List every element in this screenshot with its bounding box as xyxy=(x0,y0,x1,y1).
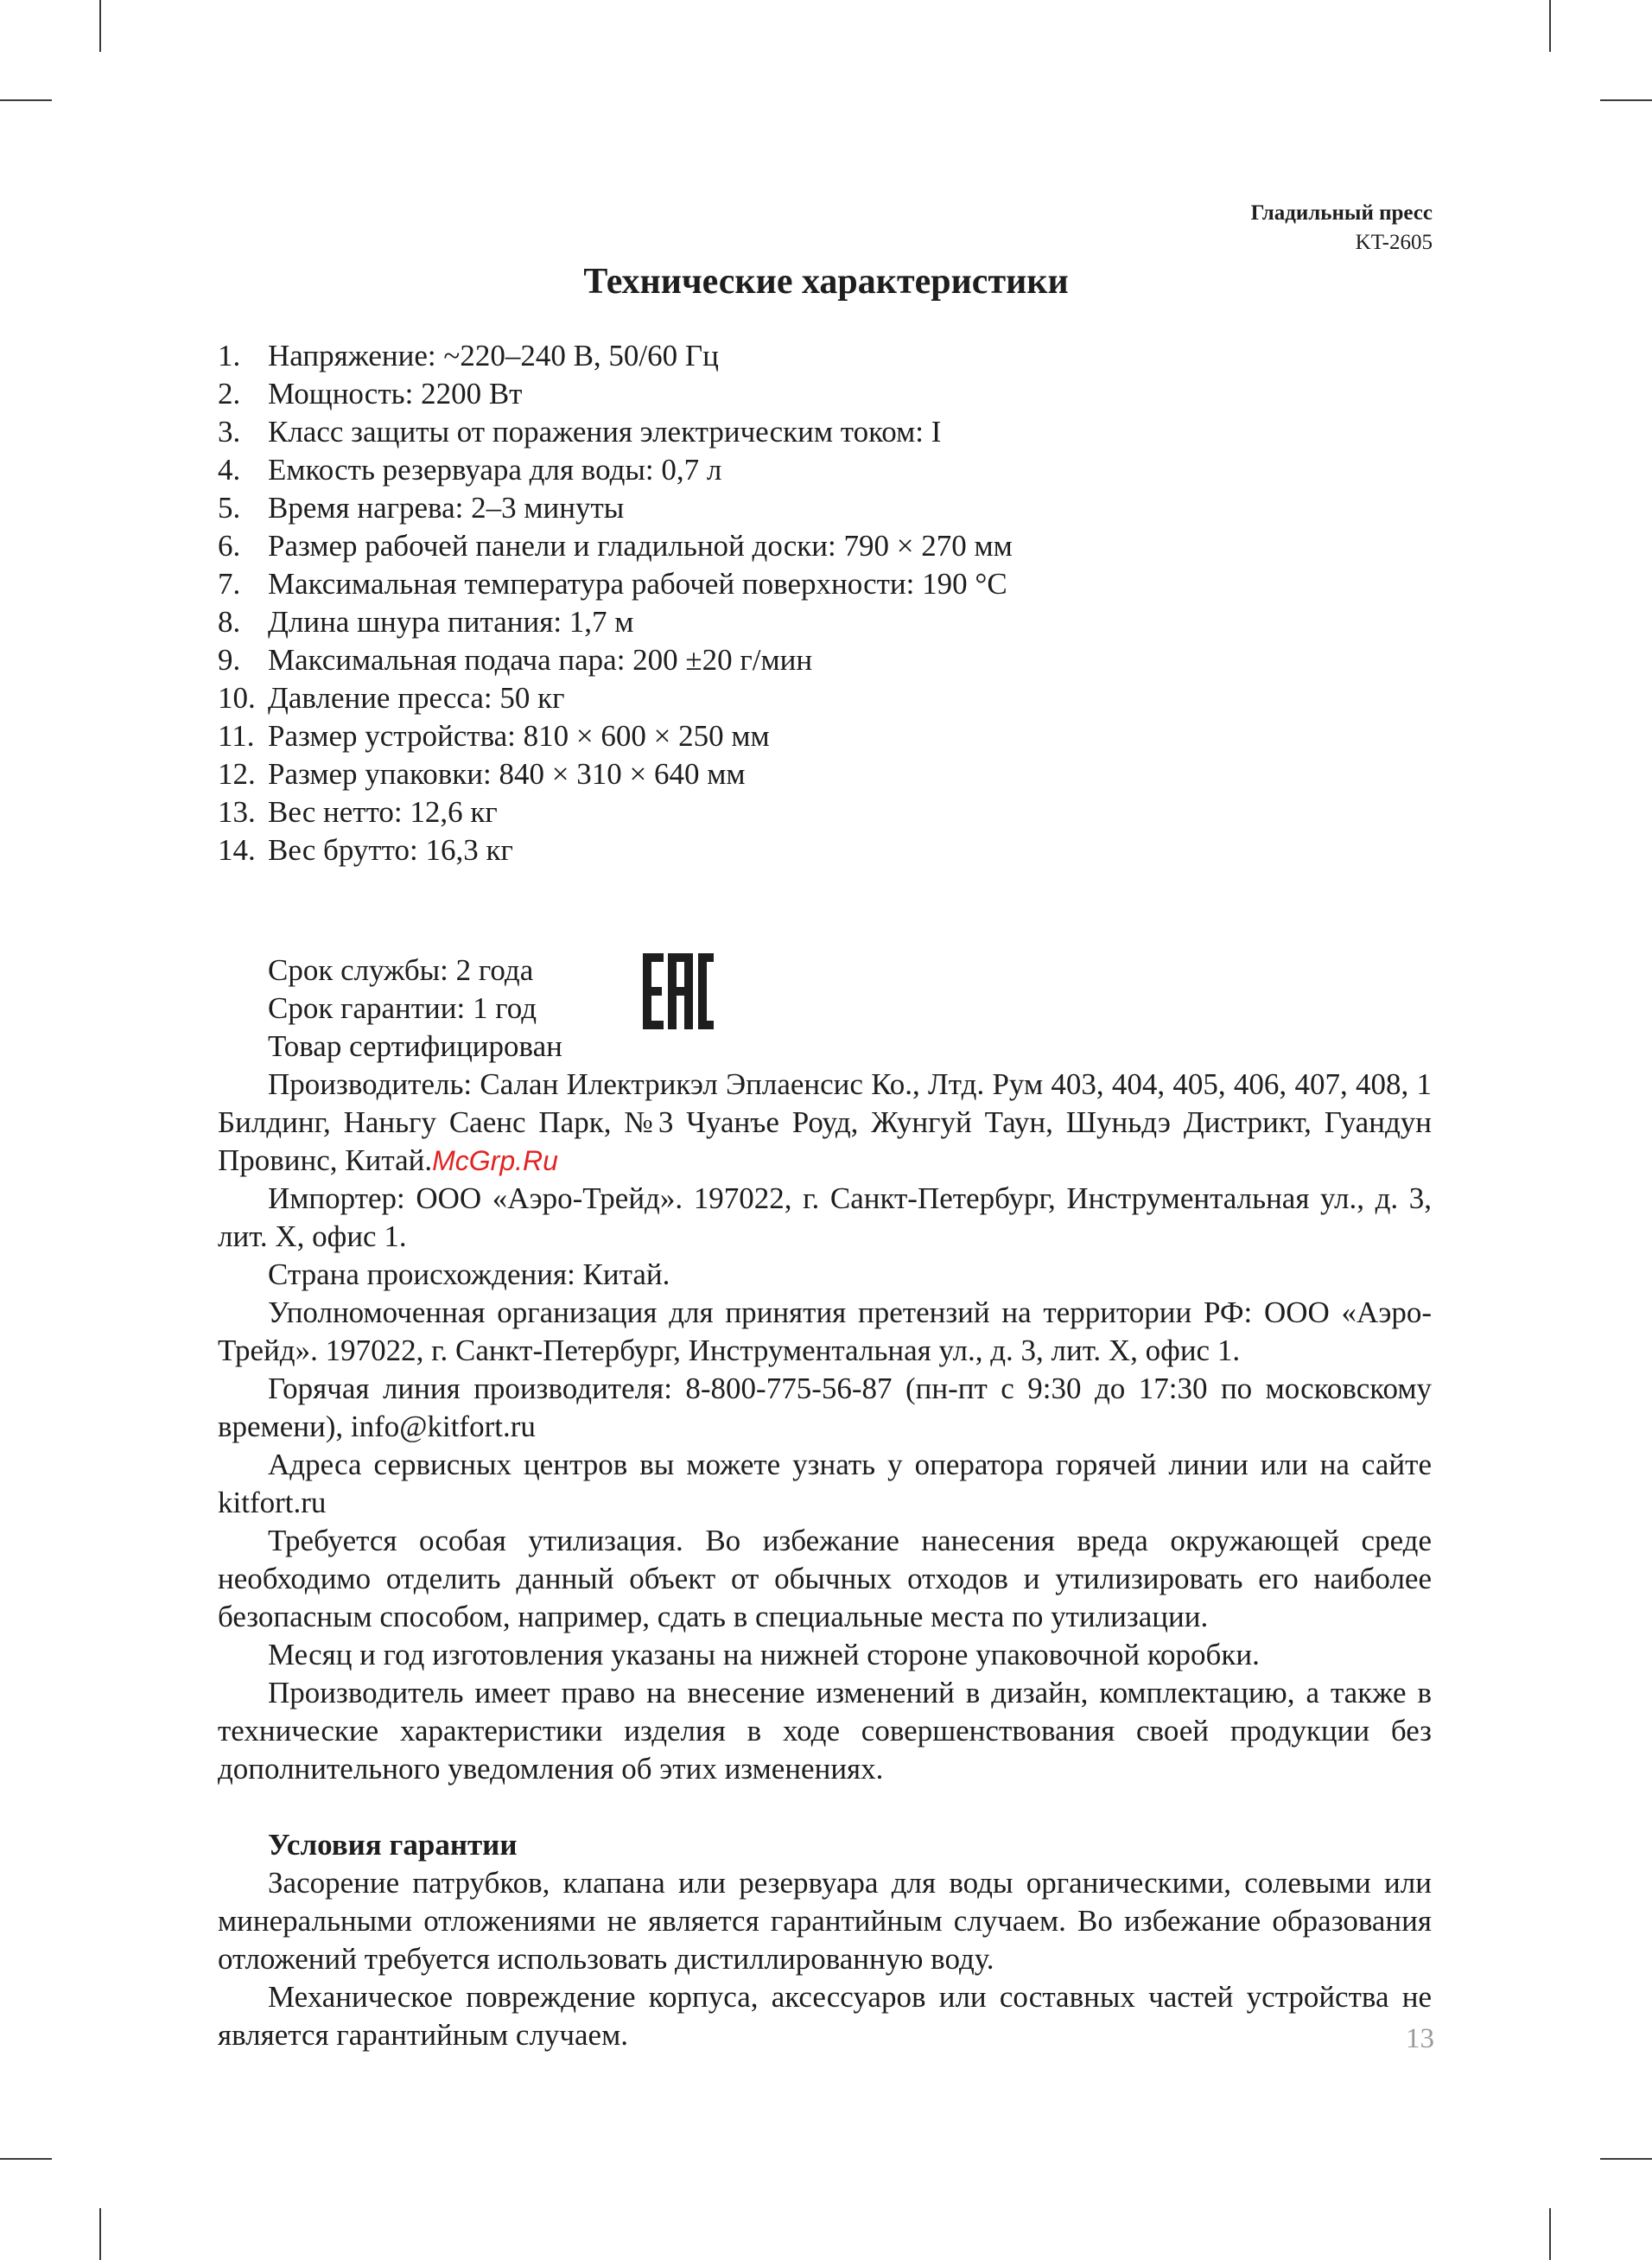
manufacture-date: Месяц и год изготовления указаны на нижней стороне упаковочной коробки. xyxy=(268,1638,1260,1671)
changes-notice: Производитель имеет право на внесение изменений в дизайн, комплектацию, а также в технические характеристики изделия в ходе совершенствования своей продукции без дополнительного уведомления об этих изменениях. xyxy=(218,1676,1432,1786)
header-product: Гладильный пресс xyxy=(1250,201,1433,225)
spec-item xyxy=(218,641,1436,679)
warranty-term: Срок гарантии: 1 год xyxy=(268,991,537,1025)
spec-item xyxy=(218,679,1436,717)
country-of-origin: Страна происхождения: Китай. xyxy=(268,1257,670,1291)
warranty-conditions-title: Условия гарантии xyxy=(268,1828,518,1862)
watermark: McGrp.Ru xyxy=(432,1145,558,1176)
crop-mark xyxy=(0,99,52,101)
crop-mark xyxy=(99,2208,101,2260)
spec-number: 13. xyxy=(218,795,256,829)
service-life: Срок службы: 2 года xyxy=(268,953,534,987)
spec-number: 9. xyxy=(218,643,241,677)
crop-mark xyxy=(1600,2158,1652,2160)
spec-number: 2. xyxy=(218,377,241,411)
spec-number: 6. xyxy=(218,529,241,563)
spec-number: 1. xyxy=(218,339,241,372)
spec-number: 5. xyxy=(218,491,241,525)
disposal: Требуется особая утилизация. Во избежание нанесения вреда окружающей среде необходимо отделить данный объект от обычных отходов и утилизировать его наиболее безопасным способом, например, сдать в специальные места по утилизации. xyxy=(218,1524,1432,1633)
spec-item xyxy=(218,375,1436,413)
spec-item xyxy=(218,565,1436,603)
spec-text: Длина шнура питания: 1,7 м xyxy=(268,605,634,639)
page-header xyxy=(1251,199,1433,258)
spec-item xyxy=(218,527,1436,565)
spec-item xyxy=(218,451,1436,489)
spec-text: Размер упаковки: 840 × 310 × 640 мм xyxy=(268,757,746,791)
spec-text: Мощность: 2200 Вт xyxy=(268,377,523,411)
header-model: KT-2605 xyxy=(1355,231,1433,254)
spec-text: Размер рабочей панели и гладильной доски: 790 × 270 мм xyxy=(268,529,1013,563)
spec-item xyxy=(218,413,1436,451)
service-centers: Адреса сервисных центров вы можете узнать у оператора горячей линии или на сайте kitfort.ru xyxy=(218,1448,1432,1519)
spec-item xyxy=(218,755,1436,793)
spec-number: 7. xyxy=(218,567,241,601)
eac-mark-icon xyxy=(643,953,714,1029)
spec-item xyxy=(218,489,1436,527)
spec-item xyxy=(218,831,1436,869)
spec-text: Максимальная температура рабочей поверхности: 190 °C xyxy=(268,567,1007,601)
spec-item xyxy=(218,337,1436,375)
crop-mark xyxy=(1600,99,1652,101)
spec-number: 14. xyxy=(218,833,256,867)
info-block xyxy=(218,914,1432,2054)
spec-item xyxy=(218,717,1436,755)
page-number: 13 xyxy=(1406,2023,1434,2054)
spec-number: 12. xyxy=(218,757,256,791)
spec-text: Класс защиты от поражения электрическим током: I xyxy=(268,415,942,449)
spec-list xyxy=(218,337,1436,869)
hotline: Горячая линия производителя: 8-800-775-56-87 (пн-пт с 9:30 до 17:30 по московскому времени), info@kitfort.ru xyxy=(218,1372,1432,1443)
spec-text: Максимальная подача пара: 200 ±20 г/мин xyxy=(268,643,813,677)
crop-mark xyxy=(1549,2208,1551,2260)
crop-mark xyxy=(99,0,101,52)
spec-number: 11. xyxy=(218,719,255,753)
crop-mark xyxy=(1549,0,1551,52)
spec-item xyxy=(218,603,1436,641)
warranty-paragraph: Засорение патрубков, клапана или резервуара для воды органическими, солевыми или минеральными отложениями не является гарантийным случаем. Во избежание образования отложений требуется использовать дистиллированную воду. xyxy=(218,1866,1432,1976)
spec-text: Давление пресса: 50 кг xyxy=(268,681,565,715)
spec-number: 8. xyxy=(218,605,241,639)
spec-text: Вес нетто: 12,6 кг xyxy=(268,795,498,829)
spec-text: Время нагрева: 2–3 минуты xyxy=(268,491,625,525)
warranty-paragraph: Механическое повреждение корпуса, аксессуаров или составных частей устройства не является гарантийным случаем. xyxy=(218,1980,1432,2052)
spec-number: 3. xyxy=(218,415,241,449)
spec-number: 10. xyxy=(218,681,256,715)
manufacturer xyxy=(218,1066,1432,1180)
spec-item xyxy=(218,793,1436,831)
spec-text: Напряжение: ~220–240 В, 50/60 Гц xyxy=(268,339,719,372)
spec-text: Емкость резервуара для воды: 0,7 л xyxy=(268,453,722,487)
spec-text: Вес брутто: 16,3 кг xyxy=(268,833,513,867)
importer: Импортер: ООО «Аэро-Трейд». 197022, г. Санкт-Петербург, Инструментальная ул., д. 3, лит. Х, офис 1. xyxy=(218,1181,1432,1253)
authorized-organization: Уполномоченная организация для принятия претензий на территории РФ: ООО «Аэро-Трейд». 197022, г. Санкт-Петербург, Инструментальная ул., д. 3, лит. Х, офис 1. xyxy=(218,1296,1432,1367)
spec-text: Размер устройства: 810 × 600 × 250 мм xyxy=(268,719,770,753)
crop-mark xyxy=(0,2158,52,2160)
spec-number: 4. xyxy=(218,453,241,487)
manufacturer-text: Производитель: Салан Илектрикэл Эплаенсис Ко., Лтд. Рум 403, 404, 405, 406, 407, 408, 1 Билдинг, Наньгу Саенс Парк, №3 Чуанъе Роуд, Жунгуй Таун, Шуньдэ Дистрикт, Гуандун Провинс, Китай. xyxy=(218,1067,1432,1177)
certified: Товар сертифицирован xyxy=(268,1029,562,1063)
page-title: Технические характеристики xyxy=(583,262,1069,302)
